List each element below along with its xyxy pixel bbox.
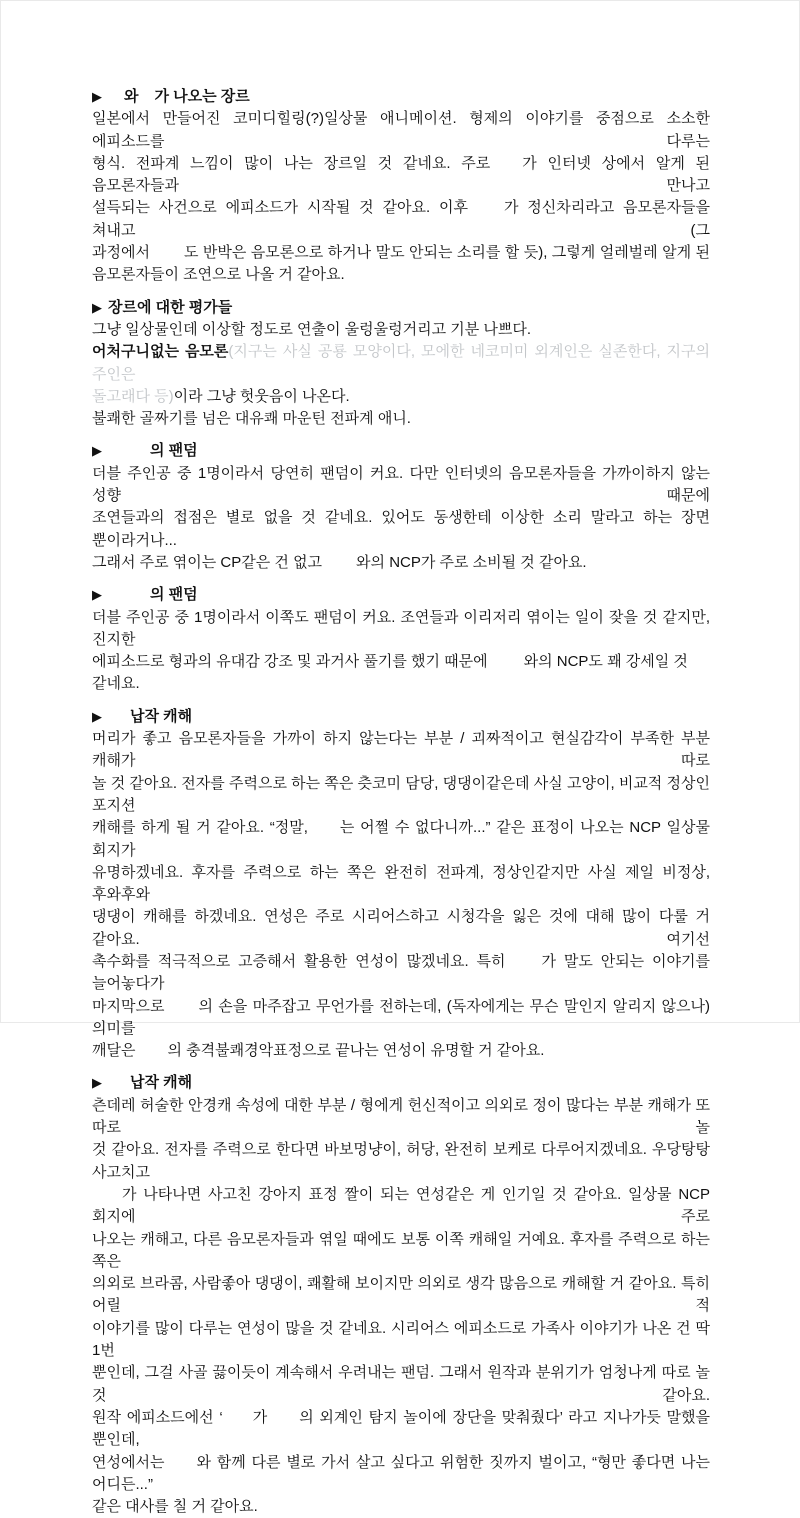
text-line	[92, 906, 710, 951]
text-segment: 연성에서는	[92, 1453, 165, 1471]
text-segment: 와 함께 다른 별로 가서 살고 싶다고 위험한 짓까지 벌이고, “형만 좋다면 나는 어디든...”	[92, 1453, 710, 1493]
section-header	[92, 1072, 710, 1094]
redacted-name-blank	[109, 99, 123, 101]
text-line	[92, 817, 710, 862]
text-segment: 가 나타나면 사고친 강아지 표정 짤이 되는 연성같은 게 인기일 것 같아요. 일상물 NCP 회지에 주로	[92, 1185, 710, 1226]
section-genre	[92, 86, 710, 287]
text-line	[92, 773, 710, 818]
section-flat-reading-b	[92, 1072, 710, 1518]
text-segment: 와의 NCP가 주로 소비될 것 같아요.	[356, 553, 587, 571]
text-segment: 더블 주인공 중 1명이라서 이쪽도 팬덤이 커요. 조연들과 이리저리 엮이는 일이 잦을 것 같지만, 진지한	[92, 608, 710, 648]
triangle-marker-icon: ▶	[92, 587, 102, 603]
text-segment: 의 외계인 탐지 놀이에 장단을 맞춰줬다’ 라고 지나가듯 말했을 뿐인데,	[92, 1408, 710, 1449]
text-line	[92, 1407, 710, 1452]
text-segment: 츤데레 허술한 안경캐 속성에 대한 부분 / 형에게 헌신적이고 의외로 정이 많다는 부분 캐해가 또 따로 놀	[92, 1096, 710, 1137]
section-header	[92, 297, 710, 319]
text-segment: 이야기를 많이 다루는 연성이 많을 것 같네요. 시리어스 에피소드로 가족사 이야기가 나온 건 딱 1번	[92, 1319, 710, 1360]
text-segment: 가 나오는 장르	[154, 88, 250, 105]
muted-text-segment: (지구는 사실 공룡 모양이다, 모에한 네코미미 외계인은 실존한다, 지구의 주인은	[92, 343, 710, 383]
text-line	[92, 552, 710, 574]
text-segment: 그래서 주로 엮이는 CP같은 건 없고	[92, 553, 323, 571]
redacted-name-blank	[109, 719, 129, 721]
redacted-name-blank	[109, 597, 149, 599]
text-segment: 댕댕이 캐해를 하겠네요. 연성은 주로 시리어스하고 시청각을 잃은 것에 대해 많이 다룰 거 같아요. 여기선	[92, 908, 710, 948]
text-line	[92, 153, 710, 198]
section-header	[92, 86, 710, 108]
text-line	[92, 1040, 710, 1062]
text-segment: 형식. 전파계 느낌이 많이 나는 장르일 것 같네요. 주로	[92, 154, 491, 172]
text-segment: 불쾌한 골짜기를 넘은 대유쾌 마운틴 전파계 애니.	[92, 410, 411, 428]
text-segment: 음모론자들이 조연으로 나올 거 같아요.	[92, 266, 345, 284]
text-line	[92, 463, 710, 508]
text-line	[92, 242, 710, 264]
text-segment: 의 손을 마주잡고 무언가를 전하는데, (독자에게는 무슨 말인지 알리지 않으나) 의미를	[92, 997, 710, 1037]
redacted-name-blank	[469, 210, 503, 212]
redacted-name-blank	[140, 99, 154, 101]
redacted-name-blank	[165, 1465, 195, 1467]
section-header	[92, 584, 710, 606]
text-segment: 의 충격불쾌경악표정으로 끝나는 연성이 유명할 거 같아요.	[167, 1042, 545, 1060]
text-segment: 와의 NCP도 꽤 강세일 것 같네요.	[92, 653, 688, 693]
text-segment: 납작 캐해	[130, 707, 193, 725]
text-segment: 가 정신차리라고 음모론자들을 쳐내고 (그	[92, 199, 710, 239]
text-segment: 에피소드로 형과의 유대감 강조 및 과거사 풀기를 했기 때문에	[92, 653, 488, 671]
text-line	[92, 862, 710, 907]
text-line	[92, 386, 710, 408]
text-segment: 는 어쩔 수 없다니까...” 같은 표정이 나오는 NCP 일상물 회지가	[92, 819, 710, 859]
text-segment: 원작 에피소드에선 ‘	[92, 1408, 223, 1426]
text-segment: 일본에서 만들어진 코미디힐링(?)일상물 애니메이션. 형제의 이야기를 중점으로 소소한 에피소드를 다루는	[92, 110, 710, 150]
text-line	[92, 1452, 710, 1497]
triangle-marker-icon: ▶	[92, 89, 102, 104]
text-segment: 이라 그냥 헛웃음이 나온다.	[173, 387, 350, 405]
redacted-name-blank	[151, 255, 183, 257]
redacted-name-blank	[165, 1009, 197, 1011]
redacted-name-blank	[507, 964, 541, 966]
text-segment: 설득되는 사건으로 에피소드가 시작될 것 같아요. 이후	[92, 199, 468, 217]
text-line	[92, 651, 710, 696]
text-line	[92, 341, 710, 386]
text-segment: 촉수화를 적극적으로 고증해서 활용한 연성이 많겠네요. 특히	[92, 952, 506, 970]
section-header	[92, 706, 710, 728]
text-segment: 뿐인데, 그걸 사골 끓이듯이 계속해서 우려내는 팬덤. 그래서 원작과 분위기가 엄청나게 따로 놀 것 같아요.	[92, 1364, 710, 1404]
text-line	[92, 1229, 710, 1274]
text-line	[92, 507, 710, 552]
redacted-name-blank	[93, 1197, 121, 1199]
text-segment: 도 반박은 음모론으로 하거나 말도 안되는 소리를 할 듯), 그렇게 얼레벌레 알게 된	[183, 244, 710, 262]
redacted-name-blank	[224, 1420, 252, 1422]
redacted-name-blank	[136, 1053, 166, 1055]
text-segment: 가 말도 안되는 이야기를 늘어놓다가	[92, 952, 710, 993]
text-line	[92, 319, 710, 341]
text-segment: 유명하겠네요. 후자를 주력으로 하는 쪽은 완전히 전파계, 정상인같지만 사실 제일 비정상, 후와후와	[92, 863, 710, 904]
text-line	[92, 1184, 710, 1229]
section-flat-reading-a	[92, 706, 710, 1063]
text-segment: 장르에 대한 평가들	[108, 298, 233, 316]
text-line	[92, 1318, 710, 1363]
triangle-marker-icon: ▶	[92, 708, 102, 724]
section-fandom-a	[92, 440, 710, 574]
text-segment: 나오는 캐해고, 다른 음모론자들과 엮일 때에도 보통 이쪽 캐해일 거예요. 후자를 주력으로 하는 쪽은	[92, 1230, 710, 1270]
text-segment: 놀 것 같아요. 전자를 주력으로 하는 쪽은 츳코미 담당, 댕댕이같은데 사실 고양이, 비교적 정상인 포지션	[92, 774, 710, 814]
text-line	[92, 408, 710, 430]
redacted-name-blank	[491, 166, 521, 168]
text-segment: 그냥 일상물인데 이상할 정도로 연출이 울렁울렁거리고 기분 나쁘다.	[92, 320, 532, 338]
section-fandom-b	[92, 584, 710, 695]
section-genre-reviews	[92, 297, 710, 431]
redacted-name-blank	[323, 565, 355, 567]
text-segment: 깨달은	[92, 1042, 136, 1060]
text-line	[92, 1273, 710, 1318]
text-line	[92, 264, 710, 286]
redacted-name-blank	[109, 453, 149, 455]
text-segment: 납작 캐해	[130, 1074, 193, 1092]
text-segment: 가	[252, 1408, 268, 1426]
text-line	[92, 197, 710, 242]
triangle-marker-icon: ▶	[92, 443, 102, 459]
text-line	[92, 728, 710, 773]
text-segment: 마지막으로	[92, 997, 165, 1015]
text-segment: 가 인터넷 상에서 알게 된 음모론자들과 만나고	[92, 154, 711, 195]
text-segment: 과정에서	[92, 244, 150, 262]
text-line	[92, 996, 710, 1041]
text-line	[92, 108, 710, 153]
text-line	[92, 1095, 710, 1140]
text-segment: 같은 대사를 칠 거 같아요.	[92, 1498, 258, 1516]
text-segment: 의외로 브라콤, 사람좋아 댕댕이, 쾌활해 보이지만 의외로 생각 많음으로 캐해할 거 같아요. 특히 어릴 적	[92, 1275, 710, 1315]
text-segment: 것 같아요. 전자를 주력으로 한다면 바보멍냥이, 허당, 완전히 보케로 다루어지겠네요. 우당탕탕 사고치고	[92, 1141, 710, 1181]
text-segment: 조연들과의 접점은 별로 없을 것 같네요. 있어도 동생한테 이상한 소리 말라고 하는 장면 뿐이라거나...	[92, 509, 710, 549]
redacted-name-blank	[309, 830, 339, 832]
section-header	[92, 440, 710, 462]
text-segment: 의 팬덤	[150, 442, 198, 460]
muted-text-segment: 돌고래다 등)	[92, 387, 174, 405]
text-line	[92, 951, 710, 996]
text-line	[92, 607, 710, 652]
triangle-marker-icon: ▶	[92, 299, 102, 315]
text-line	[92, 1362, 710, 1407]
redacted-name-blank	[268, 1420, 298, 1422]
text-segment: 와	[124, 88, 139, 105]
text-line	[92, 1496, 710, 1518]
text-segment: 머리가 좋고 음모론자들을 가까이 하지 않는다는 부분 / 괴짜적이고 현실감각이 부족한 부분 캐해가 따로	[92, 730, 710, 770]
redacted-name-blank	[109, 1085, 129, 1087]
text-segment: 캐해를 하게 될 거 같아요. “정말,	[92, 819, 308, 837]
text-line	[92, 1139, 710, 1184]
text-segment: 의 팬덤	[150, 586, 198, 604]
triangle-marker-icon: ▶	[92, 1075, 102, 1091]
text-segment: 어처구니없는 음모론	[92, 343, 229, 361]
text-segment: 더블 주인공 중 1명이라서 당연히 팬덤이 커요. 다만 인터넷의 음모론자들을 가까이하지 않는 성향 때문에	[92, 464, 710, 505]
redacted-name-blank	[489, 664, 523, 666]
